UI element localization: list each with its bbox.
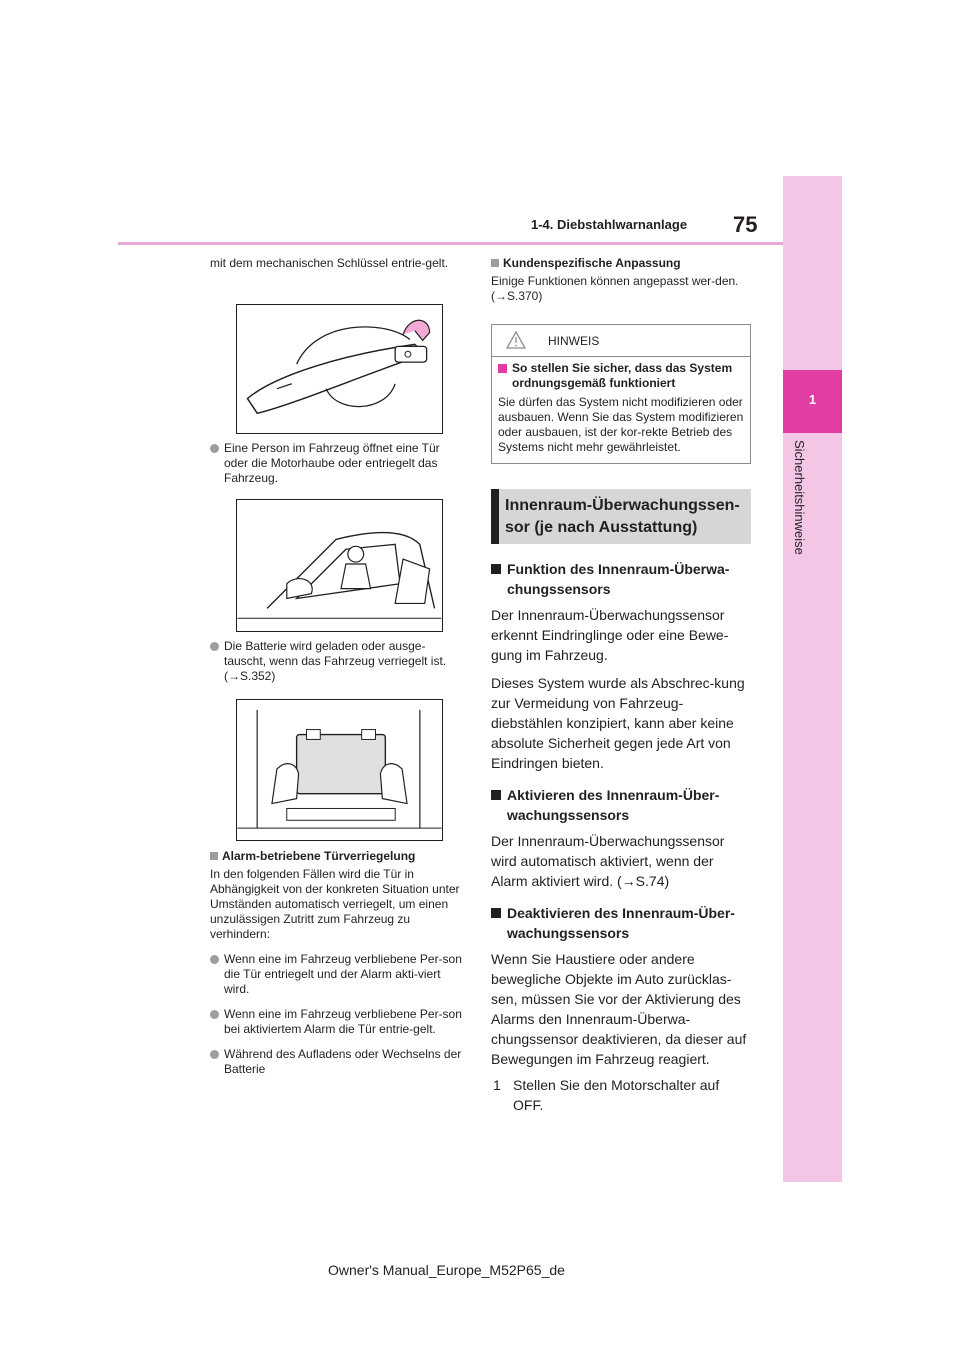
custom-settings-heading: Kundenspezifische Anpassung [491,256,751,271]
door-handle-key-illustration [236,304,443,434]
notice-header [492,325,750,357]
notice-title: HINWEIS [548,334,600,348]
step-text: Stellen Sie den Motorschalter auf OFF. [513,1077,720,1113]
notice-text: Sie dürfen das System nicht modifizieren oder ausbauen. Wenn Sie das System modifizieren oder ausbauen, ist der kor-rekte Betrieb des Systems nicht mehr gewährleistet. [498,395,744,454]
deactivate-heading: Deaktivieren des Innenraum-Über-wachungssensors [491,903,751,943]
page-number: 75 [733,212,758,237]
function-text-1: Der Innenraum-Überwachungssensor erkennt Eindringlinge oder eine Bewe-gung im Fahrzeug. [491,607,729,663]
list-item: Die Batterie wird geladen oder ausge-tauscht, wenn das Fahrzeug verriegelt ist. (→S.352) [210,639,465,699]
car-door-drawing [237,500,442,631]
list-item: Wenn eine im Fahrzeug verbliebene Per-son die Tür entriegelt und der Alarm akti-viert wird. [210,952,465,997]
section-title: 1-4. Diebstahlwarnanlage [531,217,688,232]
person-opening-door-illustration [236,499,443,632]
step-number: 1 [493,1077,501,1093]
section-heading-text: Innenraum-Überwachungssen-sor (je nach Ausstattung) [505,497,740,536]
footer-text: Owner's Manual_Europe_M52P65_de [328,1262,565,1278]
function-text-2: Dieses System wurde als Abschrec-kung zur Vermeidung von Fahrzeug-diebstählen konzipiert, kann aber keine absolute Sicherheit gegen jede Art von Eindringen bieten. [491,675,745,771]
list-item: Eine Person im Fahrzeug öffnet eine Tür oder die Motorhaube oder entriegelt das Fahrzeug. [210,441,465,499]
custom-settings-text: Einige Funktionen können angepasst wer-den. (→S.370) [491,274,739,303]
list-item: Wenn eine im Fahrzeug verbliebene Per-son bei aktiviertem Alarm die Tür entrie-gelt. [210,1007,465,1037]
activate-heading: Aktivieren des Innenraum-Über-wachungssensors [491,785,751,825]
section-heading [491,489,751,544]
alarm-lock-heading: Alarm-betriebene Türverriegelung [210,849,465,864]
battery-replacement-illustration [236,699,443,841]
warning-triangle-icon [506,331,526,349]
door-handle-drawing [237,305,442,433]
function-heading: Funktion des Innenraum-Überwa-chungssensors [491,559,751,599]
header-divider [118,242,784,245]
left-column [210,256,465,1077]
battery-drawing [237,700,442,840]
notice-body [492,357,750,463]
activate-text: Der Innenraum-Überwachungssensor wird automatisch aktiviert, wenn der Alarm aktiviert wird. (→S.74) [491,833,725,889]
chapter-label: Sicherheitshinweise [792,440,807,555]
chapter-number: 1 [808,392,817,407]
right-column [491,256,751,1115]
deactivate-text: Wenn Sie Haustiere oder andere bewegliche Objekte im Auto zurücklas-sen, müssen Sie vor der Aktivierung des Alarms den Innenraum-Überwa-chungssensor deaktivieren, da dieser auf Bewegungen im Fahrzeug reagiert. [491,951,747,1067]
alarm-lock-text: In den folgenden Fällen wird die Tür in Abhängigkeit von der konkreten Situation unter Umständen automatisch verriegelt, um einen unzulässigen Zutritt zum Fahrzeug zu verhindern: [210,867,460,941]
notice-box [491,324,751,464]
intro-text: mit dem mechanischen Schlüssel entrie-gelt. [210,256,449,270]
step-item [491,1075,751,1115]
list-item: Während des Aufladens oder Wechselns der Batterie [210,1047,465,1077]
notice-subheading: So stellen Sie sicher, dass das System ordnungsgemäß funktioniert [498,361,744,391]
chapter-side-tab [783,176,842,1182]
